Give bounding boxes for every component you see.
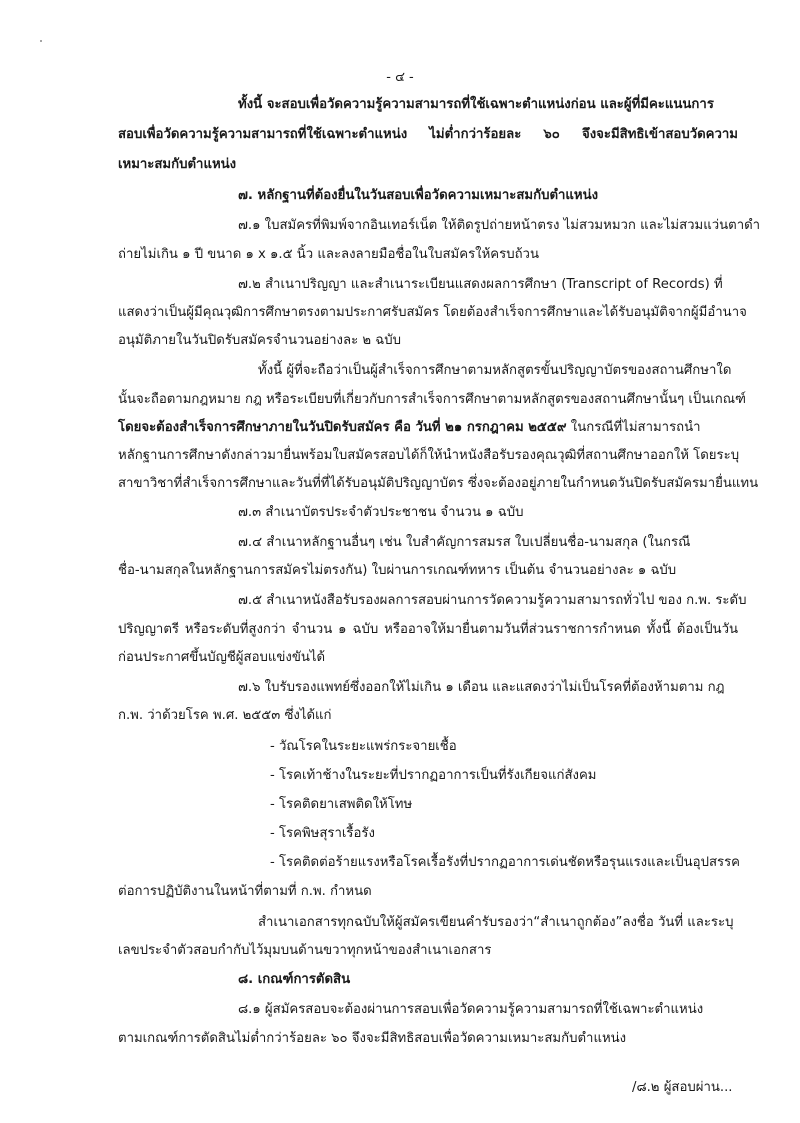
- section-heading: ๗. หลักฐานที่ต้องยื่นในวันสอบเพื่อวัดความเหมาะสมกับตำแหน่ง: [238, 188, 599, 203]
- paragraph-line: ทั้งนี้ จะสอบเพื่อวัดความรู้ความสามารถที่ใช้เฉพาะตำแหน่งก่อน และผู้ที่มีคะแนนการ: [238, 97, 714, 112]
- paragraph-line: หลักฐานการศึกษาดังกล่าวมายื่นพร้อมใบสมัครสอบได้ก็ให้นำหนังสือรับรองคุณวุฒิที่สถานศึกษาออกให้ โดยระบุ: [118, 448, 740, 463]
- paragraph-line: สอบเพื่อวัดความรู้ความสามารถที่ใช้เฉพาะตำแหน่ง ไม่ต่ำกว่าร้อยละ ๖๐ จึงจะมีสิทธิเข้าสอบวัดความ: [118, 127, 738, 142]
- paragraph-line: ต่อการปฏิบัติงานในหน้าที่ตามที่ ก.พ. กำหนด: [118, 884, 372, 899]
- list-item: - โรคพิษสุราเรื้อรัง: [270, 826, 375, 841]
- paragraph-line: [118, 418, 701, 438]
- paragraph-line-tail: ในกรณีที่ไม่สามารถนำ: [566, 420, 701, 435]
- paragraph-line: แสดงว่าเป็นผู้มีคุณวุฒิการศึกษาตรงตามประกาศรับสมัคร โดยต้องสำเร็จการศึกษาและได้รับอนุมัติจากผู้มีอำนาจ: [118, 305, 747, 320]
- paragraph-line: สาขาวิชาที่สำเร็จการศึกษาและวันที่ที่ได้รับอนุมัติปริญญาบัตร ซึ่งจะต้องอยู่ภายในกำหนดวันปิดรับสมัครมายื่นแทน: [118, 476, 759, 491]
- paragraph-line: เหมาะสมกับตำแหน่ง: [118, 157, 237, 172]
- scan-speck: [40, 40, 42, 42]
- paragraph-line: อนุมัติภายในวันปิดรับสมัครจำนวนอย่างละ ๒ ฉบับ: [118, 333, 401, 348]
- paragraph-line: ชื่อ-นามสกุลในหลักฐานการสมัครไม่ตรงกัน) ใบผ่านการเกณฑ์ทหาร เป็นต้น จำนวนอย่างละ ๑ ฉบับ: [118, 563, 677, 578]
- paragraph-line: ถ่ายไม่เกิน ๑ ปี ขนาด ๑ x ๑.๕ นิ้ว และลงลายมือชื่อในใบสมัครให้ครบถ้วน: [118, 247, 539, 262]
- page-number: - ๔ -: [386, 70, 414, 85]
- deadline-emphasis: โดยจะต้องสำเร็จการศึกษาภายในวันปิดรับสมัคร คือ วันที่ ๒๑ กรกฎาคม ๒๕๕๙: [118, 420, 567, 435]
- paragraph-line: ๗.๖ ใบรับรองแพทย์ซึ่งออกให้ไม่เกิน ๑ เดือน และแสดงว่าไม่เป็นโรคที่ต้องห้ามตาม กฎ: [238, 680, 725, 695]
- paragraph-line: นั้นจะถือตามกฎหมาย กฎ หรือระเบียบที่เกี่ยวกับการสำเร็จการศึกษาตามหลักสูตรของสถานศึกษานั้นๆ เป็นเกณฑ์: [118, 392, 746, 407]
- list-item: - วัณโรคในระยะแพร่กระจายเชื้อ: [270, 739, 457, 754]
- paragraph-line: ๗.๑ ใบสมัครที่พิมพ์จากอินเทอร์เน็ต ให้ติดรูปถ่ายหน้าตรง ไม่สวมหมวก และไม่สวมแว่นตาดำ: [238, 218, 761, 233]
- paragraph-line: สำเนาเอกสารทุกฉบับให้ผู้สมัครเขียนคำรับรองว่า“สำเนาถูกต้อง”ลงชื่อ วันที่ และระบุ: [258, 915, 734, 930]
- paragraph-line: ๗.๓ สำเนาบัตรประจำตัวประชาชน จำนวน ๑ ฉบับ: [238, 505, 524, 520]
- paragraph-line: ๘.๑ ผู้สมัครสอบจะต้องผ่านการสอบเพื่อวัดความรู้ความสามารถที่ใช้เฉพาะตำแหน่ง: [238, 1002, 704, 1017]
- list-item: - โรคติดต่อร้ายแรงหรือโรคเรื้อรังที่ปรากฏอาการเด่นชัดหรือรุนแรงและเป็นอุปสรรค: [270, 855, 740, 870]
- paragraph-line: ปริญญาตรี หรือระดับที่สูงกว่า จำนวน ๑ ฉบับ หรืออาจให้มายื่นตามวันที่ส่วนราชการกำหนด ทั้งนี้ ต้องเป็นวัน: [118, 622, 738, 637]
- paragraph-line: ๗.๒ สำเนาปริญญา และสำเนาระเบียนแสดงผลการศึกษา (Transcript of Records) ที่: [238, 277, 723, 292]
- paragraph-line: ๗.๔ สำเนาหลักฐานอื่นๆ เช่น ใบสำคัญการสมรส ใบเปลี่ยนชื่อ-นามสกุล (ในกรณี: [238, 535, 691, 550]
- list-item: - โรคติดยาเสพติดให้โทษ: [270, 797, 413, 812]
- paragraph-line: ๗.๕ สำเนาหนังสือรับรองผลการสอบผ่านการวัดความรู้ความสามารถทั่วไป ของ ก.พ. ระดับ: [238, 593, 747, 608]
- paragraph-line: เลขประจำตัวสอบกำกับไว้มุมบนด้านขวาทุกหน้าของสำเนาเอกสาร: [118, 943, 492, 958]
- paragraph-line: ก่อนประกาศขึ้นบัญชีผู้สอบแข่งขันได้: [118, 650, 326, 665]
- paragraph-line: ตามเกณฑ์การตัดสินไม่ต่ำกว่าร้อยละ ๖๐ จึงจะมีสิทธิสอบเพื่อวัดความเหมาะสมกับตำแหน่ง: [118, 1031, 627, 1046]
- list-item: - โรคเท้าช้างในระยะที่ปรากฏอาการเป็นที่รังเกียจแก่สังคม: [270, 768, 597, 783]
- paragraph-line: ทั้งนี้ ผู้ที่จะถือว่าเป็นผู้สำเร็จการศึกษาตามหลักสูตรขั้นปริญญาบัตรของสถานศึกษาใด: [258, 363, 732, 378]
- continuation-marker: /๘.๒ ผู้สอบผ่าน...: [632, 1080, 733, 1095]
- section-heading: ๘. เกณฑ์การตัดสิน: [238, 972, 351, 987]
- paragraph-line: ก.พ. ว่าด้วยโรค พ.ศ. ๒๕๕๓ ซึ่งได้แก่: [118, 708, 332, 723]
